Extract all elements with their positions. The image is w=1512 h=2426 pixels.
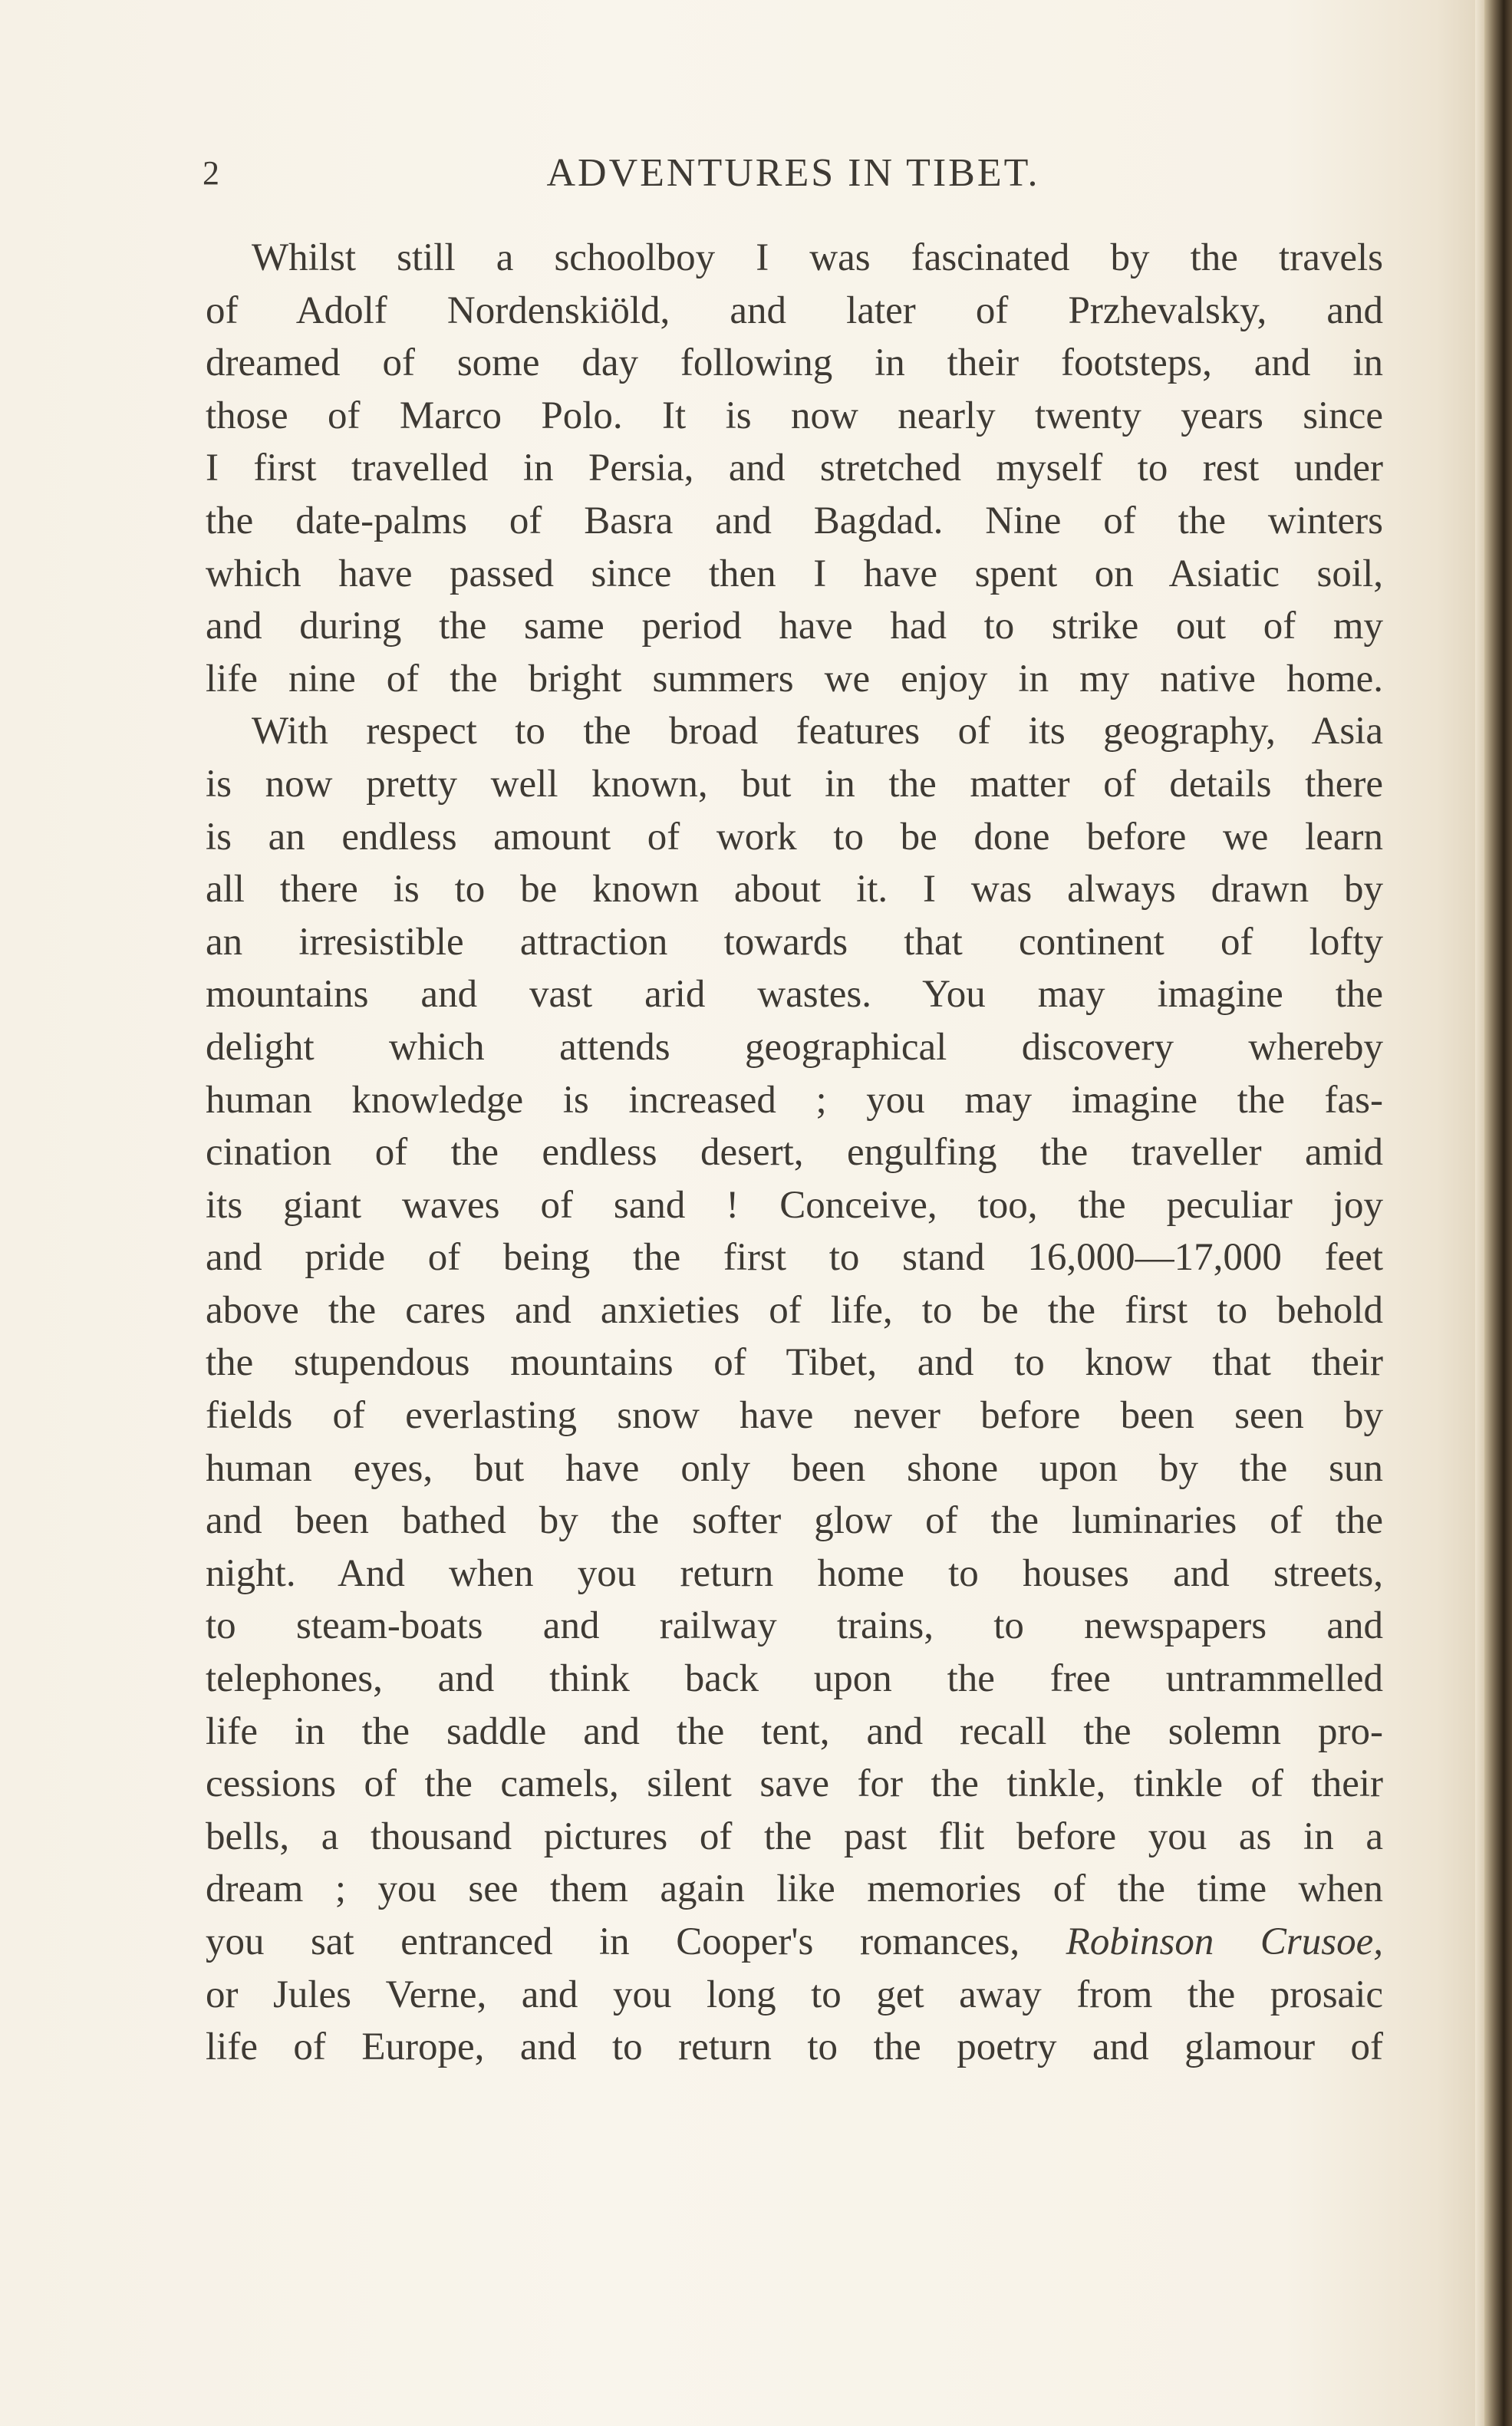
text-line: delight which attends geographical discovery whereby	[206, 1025, 1383, 1069]
body-text	[206, 232, 1383, 2074]
page-edge	[1475, 0, 1484, 2426]
text-line: mountains and vast arid wastes. You may imagine the	[206, 973, 1383, 1017]
text-line: the stupendous mountains of Tibet, and to know that their	[206, 1341, 1383, 1385]
text-line: night. And when you return home to houses and streets,	[206, 1551, 1383, 1595]
paragraph-2	[206, 705, 1383, 2073]
text-line: and been bathed by the softer glow of the luminaries of the	[206, 1499, 1383, 1543]
text-segment: you sat entranced in Cooper's romances,	[206, 1920, 1066, 1963]
page-header	[203, 150, 1384, 204]
text-line: and during the same period have had to strike out of my	[206, 605, 1383, 648]
text-line: cination of the endless desert, engulfing the traveller amid	[206, 1131, 1383, 1175]
text-line: cessions of the camels, silent save for the tinkle, tinkle of their	[206, 1762, 1383, 1806]
text-line-with-italic	[206, 1916, 1383, 1969]
text-line: bells, a thousand pictures of the past flit before you as in a	[206, 1815, 1383, 1858]
running-head: ADVENTURES IN TIBET.	[546, 151, 1040, 195]
text-line: I first travelled in Persia, and stretched myself to rest under	[206, 447, 1383, 490]
text-line: which have passed since then I have spent on Asiatic soil,	[206, 552, 1383, 595]
text-line: an irresistible attraction towards that continent of lofty	[206, 920, 1383, 964]
book-spine	[1484, 0, 1512, 2426]
text-line: is now pretty well known, but in the matter of details there	[206, 762, 1383, 806]
text-line: life of Europe, and to return to the poetry and glamour of	[206, 2026, 1383, 2069]
text-line: all there is to be known about it. I was always drawn by	[206, 868, 1383, 911]
text-line: those of Marco Polo. It is now nearly twenty years since	[206, 394, 1383, 437]
text-line: the date-palms of Basra and Bagdad. Nine of the winters	[206, 499, 1383, 542]
paragraph-1	[206, 232, 1383, 705]
text-line: above the cares and anxieties of life, to be the first to behold	[206, 1288, 1383, 1332]
text-line: its giant waves of sand ! Conceive, too, the peculiar joy	[206, 1183, 1383, 1227]
text-line: dream ; you see them again like memories of the time when	[206, 1867, 1383, 1911]
text-line: to steam-boats and railway trains, to newspapers and	[206, 1604, 1383, 1648]
text-line: dreamed of some day following in their footsteps, and in	[206, 341, 1383, 385]
text-line: and pride of being the first to stand 16,000—17,000 feet	[206, 1236, 1383, 1280]
page-number: 2	[203, 154, 220, 192]
text-line: is an endless amount of work to be done before we learn	[206, 815, 1383, 859]
text-line: of Adolf Nordenskiöld, and later of Przhevalsky, and	[206, 288, 1383, 332]
text-line: Whilst still a schoolboy I was fascinated by the travels	[252, 236, 1383, 279]
text-line: With respect to the broad features of its geography, Asia	[252, 710, 1383, 753]
text-line: telephones, and think back upon the free untrammelled	[206, 1657, 1383, 1701]
text-line: or Jules Verne, and you long to get away from the prosaic	[206, 1973, 1383, 2016]
text-line: human knowledge is increased ; you may imagine the fas-	[206, 1078, 1383, 1122]
text-line: life nine of the bright summers we enjoy in my native home.	[206, 657, 1383, 700]
italic-title: Robinson Crusoe,	[1066, 1920, 1383, 1963]
text-line: human eyes, but have only been shone upon by the sun	[206, 1446, 1383, 1490]
text-line: fields of everlasting snow have never before been seen by	[206, 1394, 1383, 1438]
text-line: life in the saddle and the tent, and recall the solemn pro-	[206, 1709, 1383, 1753]
